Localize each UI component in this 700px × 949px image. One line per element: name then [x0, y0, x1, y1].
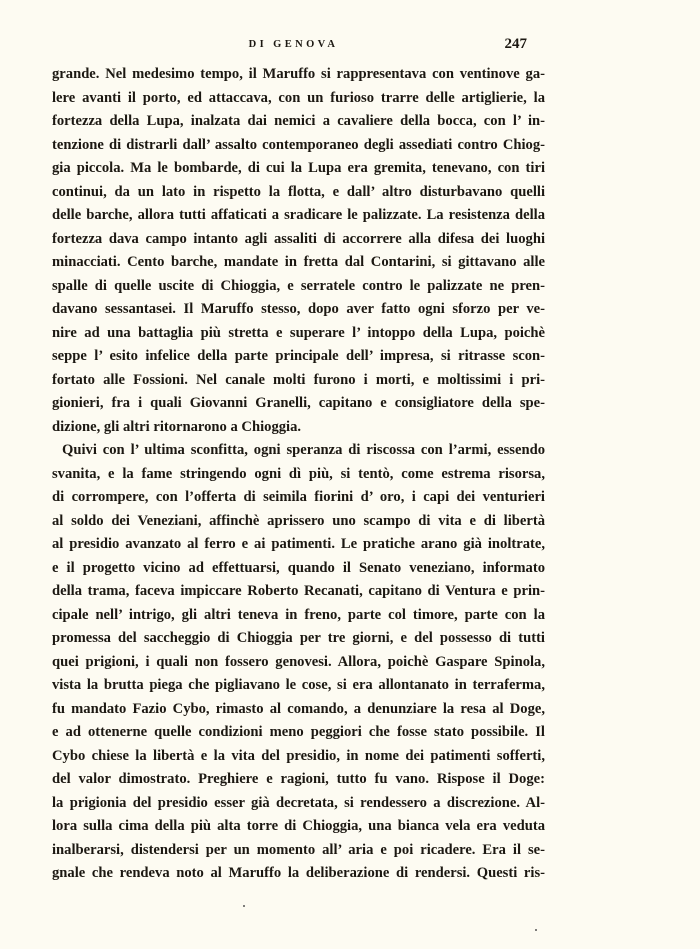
text-line: della trama, faceva impiccare Roberto Recanati, capitano di Ventura e prin- — [52, 583, 545, 599]
text-line: fortezza dava campo intanto agli assaliti di accorrere alla difesa dei luoghi — [52, 230, 545, 247]
text-line: fortezza della Lupa, inalzata dai nemici a cavaliere della bocca, con l’ in- — [52, 113, 545, 129]
body-text — [52, 63, 545, 886]
text-line: inalberarsi, distendersi per un momento all’ aria e poi ricadere. Era il se- — [52, 841, 545, 858]
paragraph-1 — [52, 63, 545, 439]
text-line: gia piccola. Ma le bombarde, di cui la Lupa era gremita, tenevano, con tiri — [52, 160, 545, 176]
text-line: Quivi con l’ ultima sconfitta, ogni speranza di riscossa con l’armi, essendo — [62, 442, 545, 458]
text-line: gionieri, fra i quali Giovanni Granelli, capitano e consigliatore della spe- — [52, 395, 545, 411]
text-line: fu mandato Fazio Cybo, rimasto al comando, a denunziare la resa al Doge, — [52, 700, 545, 717]
text-line: delle barche, allora tutti affaticati a sradicare le palizzate. La resistenza della — [52, 207, 545, 223]
text-line: gnale che rendeva noto al Maruffo la deliberazione di rendersi. Questi ris- — [52, 865, 545, 881]
print-speck — [535, 929, 537, 931]
running-header — [52, 36, 535, 59]
text-line: al presidio avanzato al ferro e ai patimenti. Le pratiche arano già inoltrate, — [52, 536, 545, 552]
text-line: lere avanti il porto, ed attaccava, con un furioso trarre delle artiglierie, la — [52, 89, 545, 106]
text-line: del valor dimostrato. Preghiere e ragioni, tutto fu vano. Rispose il Doge: — [52, 771, 545, 787]
text-line: seppe l’ esito infelice della parte principale dell’ impresa, si ritrasse scon- — [52, 348, 545, 364]
page-number: 247 — [504, 36, 527, 52]
text-line: vista la brutta piega che pigliavano le cose, si era allontanato in terraferma, — [52, 677, 545, 693]
text-line: davano sessantasei. Il Maruffo stesso, dopo aver fatto ogni sforzo per ve- — [52, 301, 545, 317]
text-line: tenzione di distrarli dall’ assalto contemporaneo degli assediati contro Chiog- — [52, 136, 545, 153]
text-line: Cybo chiese la libertà e la vita del presidio, in nome dei patimenti sofferti, — [52, 747, 545, 764]
running-title: DI GENOVA — [248, 39, 339, 50]
text-line: e ad ottenerne quelle condizioni meno peggiori che fosse stato possibile. Il — [52, 724, 545, 740]
text-line: nire ad una battaglia più stretta e superare l’ intoppo della Lupa, poichè — [52, 324, 545, 341]
text-line: svanita, e la fame stringendo ogni dì più, si tentò, come estrema risorsa, — [52, 465, 545, 482]
text-line: al soldo dei Veneziani, affinchè aprissero uno scampo di vita e di libertà — [52, 512, 545, 529]
print-speck — [243, 905, 245, 907]
text-line: la prigionia del presidio esser già decretata, si rendessero a discrezione. Al- — [52, 794, 545, 811]
text-line: fortato alle Fossioni. Nel canale molti furono i morti, e moltissimi i pri- — [52, 371, 545, 388]
text-line: di corrompere, con l’offerta di seimila fiorini d’ oro, i capi dei venturieri — [52, 489, 545, 505]
text-line: dizione, gli altri ritornarono a Chioggia. — [52, 418, 302, 435]
text-line: lora sulla cima della più alta torre di Chioggia, una bianca vela era veduta — [52, 818, 545, 834]
text-line: grande. Nel medesimo tempo, il Maruffo si rappresentava con ventinove ga- — [52, 66, 545, 82]
text-line: e il progetto vicino ad effettuarsi, quando il Senato veneziano, informato — [52, 559, 545, 576]
text-line: cipale nell’ intrigo, gli altri teneva in freno, parte col timore, parte con la — [52, 606, 545, 623]
text-line: minacciati. Cento barche, mandate in fretta dal Contarini, si gittavano alle — [52, 254, 545, 270]
paragraph-2 — [52, 439, 545, 886]
text-line: quei prigioni, i quali non fossero genovesi. Allora, poichè Gaspare Spinola, — [52, 653, 545, 670]
text-line: promessa del saccheggio di Chioggia per tre giorni, e del possesso di tutti — [52, 630, 545, 646]
text-line: spalle di quelle uscite di Chioggia, e serratele contro le palizzate ne pren- — [52, 277, 545, 294]
text-line: continui, da un lato in rispetto la flotta, e dall’ altro disturbavano quelli — [52, 183, 545, 200]
